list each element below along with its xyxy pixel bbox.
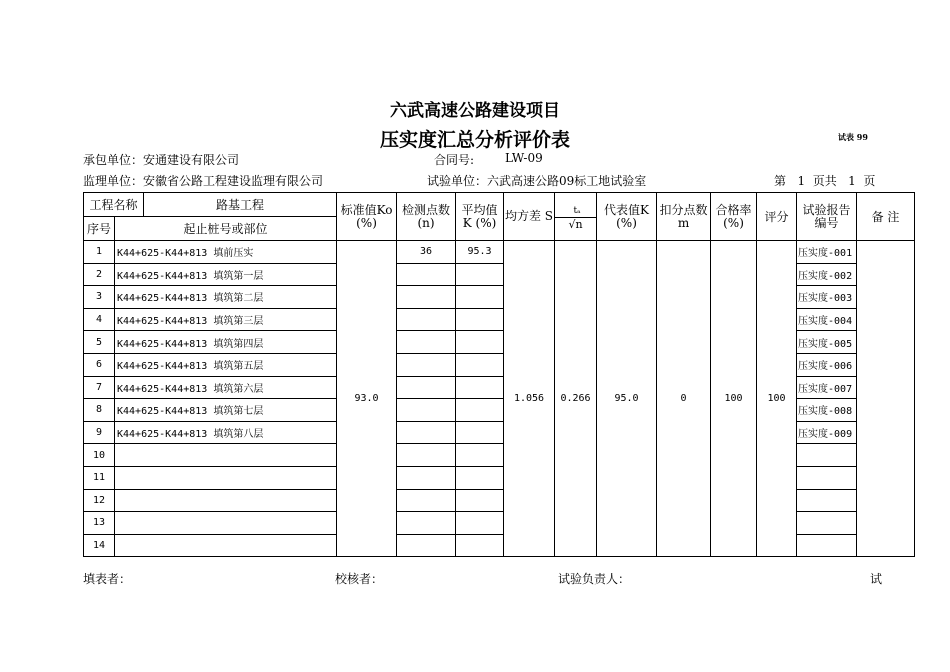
- row-avg: [456, 444, 504, 467]
- ratio-numerator: tₐ: [555, 205, 597, 218]
- merged-pass: 100: [711, 241, 757, 557]
- row-count: [397, 489, 456, 512]
- page-info: 第 1 页共 1 页: [774, 174, 876, 188]
- row-count: [397, 466, 456, 489]
- row-location: [115, 512, 337, 535]
- row-report: 压实度-001: [797, 241, 857, 264]
- row-location: K44+625-K44+813 填筑第八层: [115, 421, 337, 444]
- row-seq: 11: [84, 466, 115, 489]
- row-count: [397, 376, 456, 399]
- row-avg: [456, 263, 504, 286]
- row-count: [397, 399, 456, 422]
- row-seq: 3: [84, 286, 115, 309]
- col-report: 试验报告 编号: [797, 193, 857, 241]
- col-rep: 代表值K (%): [597, 193, 657, 241]
- row-location: [115, 534, 337, 557]
- row-avg: [456, 489, 504, 512]
- row-count: [397, 286, 456, 309]
- contract-no: LW-09: [505, 151, 543, 165]
- row-report: 压实度-009: [797, 421, 857, 444]
- row-avg: [456, 376, 504, 399]
- row-location: [115, 466, 337, 489]
- merged-remark: [857, 241, 915, 557]
- row-location: K44+625-K44+813 填筑第七层: [115, 399, 337, 422]
- lead-label: 试验负责人：: [558, 572, 631, 586]
- row-report: [797, 534, 857, 557]
- row-report: [797, 489, 857, 512]
- row-report: 压实度-003: [797, 286, 857, 309]
- col-seq: 序号: [84, 217, 115, 241]
- form-title: 压实度汇总分析评价表: [379, 129, 570, 151]
- row-count: [397, 263, 456, 286]
- row-location: K44+625-K44+813 填筑第二层: [115, 286, 337, 309]
- project-title: 六武高速公路建设项目: [390, 101, 560, 121]
- project-name-label: 工程名称: [84, 193, 144, 217]
- row-report: 压实度-008: [797, 399, 857, 422]
- row-avg: [456, 421, 504, 444]
- col-pass: 合格率 (%): [711, 193, 757, 241]
- row-count: [397, 534, 456, 557]
- row-seq: 2: [84, 263, 115, 286]
- form-code: 试表 99: [838, 132, 868, 142]
- compaction-summary-table: [83, 192, 915, 557]
- row-location: [115, 444, 337, 467]
- ratio-denominator: √n: [568, 217, 583, 231]
- row-location: K44+625-K44+813 填筑第四层: [115, 331, 337, 354]
- contractor: 承包单位：安通建设有限公司: [83, 153, 240, 167]
- col-remark: 备 注: [857, 193, 915, 241]
- col-score: 评分: [757, 193, 797, 241]
- footer-tail: 试: [870, 572, 883, 586]
- row-location: K44+625-K44+813 填筑第一层: [115, 263, 337, 286]
- row-seq: 6: [84, 353, 115, 376]
- row-report: 压实度-005: [797, 331, 857, 354]
- merged-deduct: 0: [657, 241, 711, 557]
- row-report: 压实度-006: [797, 353, 857, 376]
- row-count: 36: [397, 241, 456, 264]
- row-seq: 12: [84, 489, 115, 512]
- row-seq: 14: [84, 534, 115, 557]
- row-avg: [456, 399, 504, 422]
- checker-label: 校核者：: [335, 572, 384, 586]
- row-location: K44+625-K44+813 填筑第六层: [115, 376, 337, 399]
- row-count: [397, 331, 456, 354]
- row-seq: 7: [84, 376, 115, 399]
- row-location: K44+625-K44+813 填筑第五层: [115, 353, 337, 376]
- contract-no-label: 合同号:: [434, 153, 475, 167]
- row-avg: [456, 286, 504, 309]
- supervisor: 监理单位：安徽省公路工程建设监理有限公司: [83, 174, 324, 188]
- row-report: [797, 466, 857, 489]
- col-deduct: 扣分点数 m: [657, 193, 711, 241]
- merged-rep: 95.0: [597, 241, 657, 557]
- row-seq: 9: [84, 421, 115, 444]
- row-seq: 4: [84, 308, 115, 331]
- merged-standard: 93.0: [337, 241, 397, 557]
- row-report: 压实度-002: [797, 263, 857, 286]
- row-seq: 8: [84, 399, 115, 422]
- row-count: [397, 353, 456, 376]
- filler-label: 填表者：: [83, 572, 132, 586]
- row-count: [397, 512, 456, 535]
- row-count: [397, 444, 456, 467]
- row-avg: [456, 534, 504, 557]
- row-location: [115, 489, 337, 512]
- row-location: K44+625-K44+813 填前压实: [115, 241, 337, 264]
- row-report: 压实度-007: [797, 376, 857, 399]
- row-count: [397, 308, 456, 331]
- merged-std: 1.056: [504, 241, 555, 557]
- row-avg: [456, 353, 504, 376]
- col-count: 检测点数 (n): [397, 193, 456, 241]
- row-report: [797, 444, 857, 467]
- row-seq: 13: [84, 512, 115, 535]
- row-seq: 1: [84, 241, 115, 264]
- row-avg: [456, 308, 504, 331]
- col-ratio: [555, 193, 597, 241]
- row-avg: [456, 512, 504, 535]
- row-location: K44+625-K44+813 填筑第三层: [115, 308, 337, 331]
- row-avg: [456, 331, 504, 354]
- row-count: [397, 421, 456, 444]
- row-report: 压实度-004: [797, 308, 857, 331]
- col-std: 均方差 S: [504, 193, 555, 241]
- col-location: 起止桩号或部位: [115, 217, 337, 241]
- col-standard: 标准值Ko (%): [337, 193, 397, 241]
- row-seq: 10: [84, 444, 115, 467]
- row-avg: [456, 466, 504, 489]
- merged-score: 100: [757, 241, 797, 557]
- merged-ratio: 0.266: [555, 241, 597, 557]
- project-name: 路基工程: [144, 193, 337, 217]
- test-unit: 试验单位：六武高速公路09标工地试验室: [427, 174, 647, 188]
- table-row: [84, 241, 915, 264]
- row-seq: 5: [84, 331, 115, 354]
- col-avg: 平均值 K (%): [456, 193, 504, 241]
- row-report: [797, 512, 857, 535]
- row-avg: 95.3: [456, 241, 504, 264]
